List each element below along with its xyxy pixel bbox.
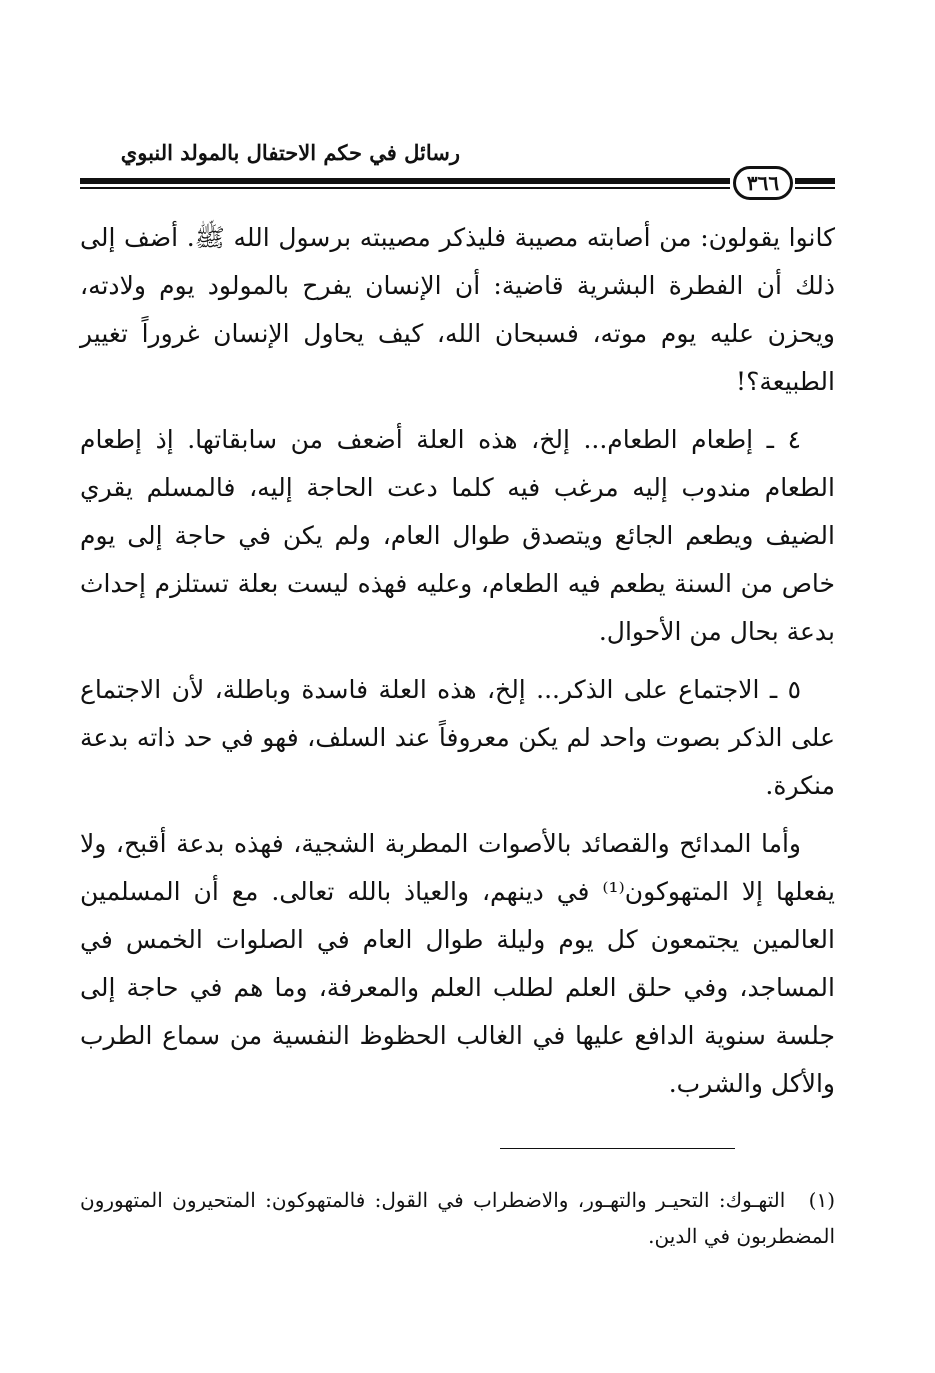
header-rule-right-thick <box>795 178 835 184</box>
header-rule-thin <box>80 187 730 189</box>
main-text <box>80 214 835 1118</box>
page-number: ٣٦٦ <box>733 166 793 200</box>
paragraph: وأما المدائح والقصائد بالأصوات المطربة الشجية، فهذه بدعة أقبح، ولا يفعلها إلا المتهوكون⁽¹⁾ في دينهم، والعياذ بالله تعالى. مع أن المسلمين العالمين يجتمعون كل يوم وليلة طوال العام في الصلوات الخمس في المساجد، وفي حلق العلم لطلب العلم والمعرفة، وما هم في حاجة إلى جلسة سنوية الدافع عليها في الغالب الحظوظ النفسية من سماع الطرب والأكل والشرب. <box>80 829 835 1098</box>
header-rule-right-thin <box>795 187 835 189</box>
footnote-separator <box>500 1148 735 1149</box>
footnote-mark: (١) <box>808 1188 835 1212</box>
paragraph: ٥ ـ الاجتماع على الذكر... إلخ، هذه العلة فاسدة وباطلة، لأن الاجتماع على الذكر بصوت واحد لم يكن معروفاً عند السلف، فهو في حد ذاته بدعة منكرة. <box>80 675 835 800</box>
footnote-text: التهـوك: التحيـر والتهـور، والاضطراب في القول: فالمتهوكون: المتحيرون المتهورون المضطربون في الدين. <box>80 1188 835 1248</box>
footnote <box>80 1182 835 1254</box>
header-rule-thick <box>80 178 730 184</box>
paragraph: ٤ ـ إطعام الطعام... إلخ، هذه العلة أضعف من سابقاتها. إذ إطعام الطعام مندوب إليه مرغب فيه كلما دعت الحاجة إليه، فالمسلم يقري الضيف ويطعم الجائع ويتصدق طوال العام، ولم يكن في حاجة إلى يوم خاص من السنة يطعم فيه الطعام، وعليه فهذه ليست بعلة تستلزم إحداث بدعة بحال من الأحوال. <box>80 425 835 646</box>
paragraph: كانوا يقولون: من أصابته مصيبة فليذكر مصيبته برسول الله ﷺ. أضف إلى ذلك أن الفطرة البشرية قاضية: أن الإنسان يفرح بالمولود يوم ولادته، ويحزن عليه يوم موته، فسبحان الله، كيف يحاول الإنسان غروراً تغيير الطبيعة؟! <box>80 223 835 396</box>
running-title: رسائل في حكم الاحتفال بالمولد النبوي <box>120 140 460 165</box>
